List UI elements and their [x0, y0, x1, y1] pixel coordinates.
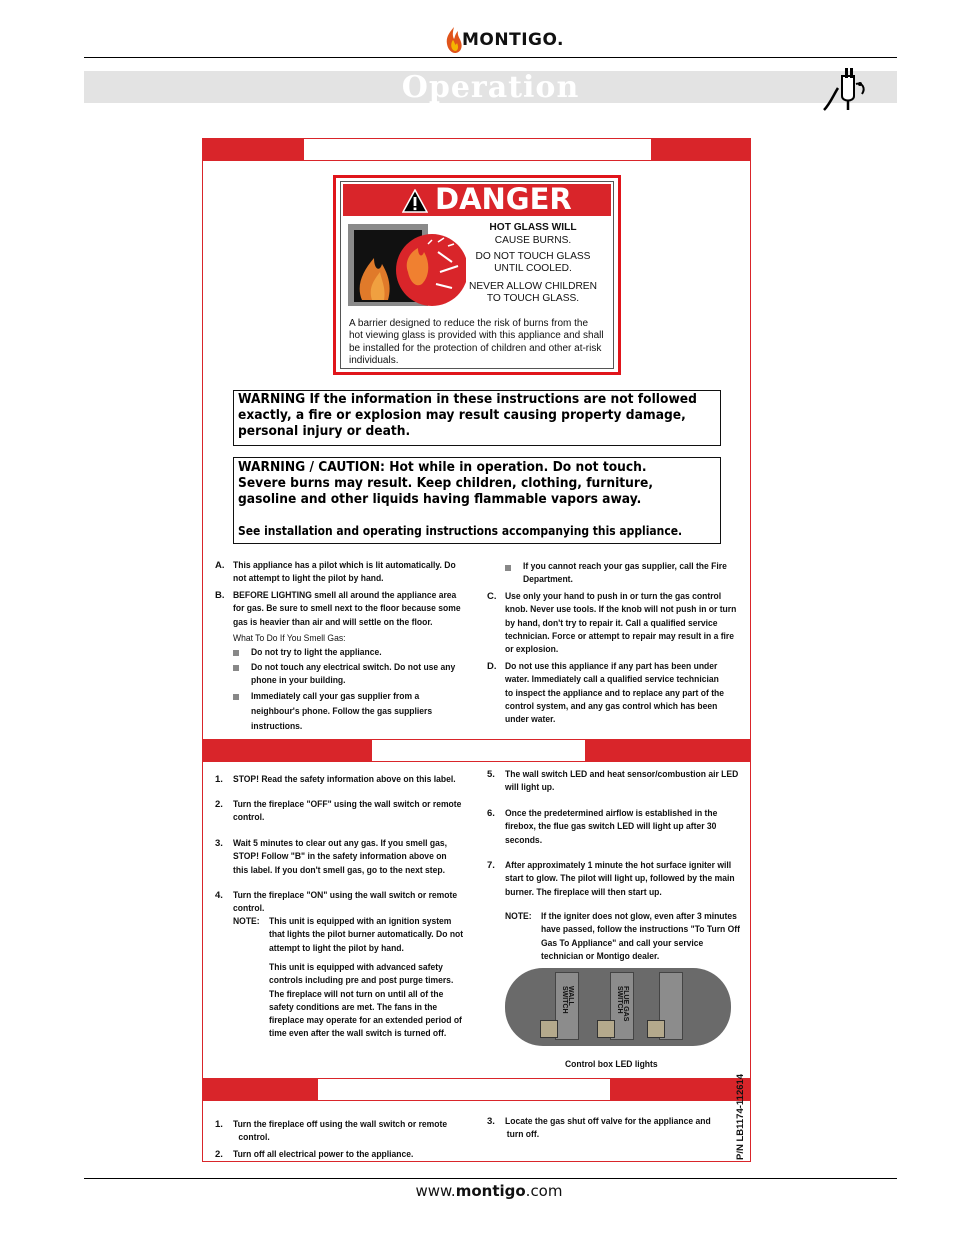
op-step-2-line-1: Turn the fireplace "OFF" using the wall switch or remote	[233, 799, 462, 810]
safety-a-number: A.	[215, 560, 225, 571]
safety-c-line-5: or explosion.	[505, 644, 559, 656]
safety-d-line-3: to inspect the appliance and to replace any part of the	[505, 687, 725, 699]
op-step-3-line-1: Wait 5 minutes to clear out any gas. If you smell gas,	[233, 838, 447, 849]
op-step-4-number: 4.	[215, 890, 223, 901]
off-step-1-text	[233, 1118, 447, 1145]
header-rule	[84, 57, 897, 58]
turn-off-header-slot	[318, 1079, 610, 1100]
op-step-7-number: 7.	[487, 860, 495, 871]
op-step-3-text	[233, 837, 447, 877]
op-step-5-line-2: will light up.	[505, 782, 555, 794]
safety-d-line-1: Do not use this appliance if any part has been under	[505, 661, 718, 672]
op-note-2-line-4: safety conditions are met. The fans in the	[269, 1001, 438, 1013]
op-note-1-line-3: attempt to light the pilot by hand.	[269, 942, 404, 954]
safety-d-line-2: water. Immediately call a qualified service technician	[505, 674, 719, 686]
smell-step-4-line-1: If you cannot reach your gas supplier, call the Fire	[523, 561, 727, 572]
barrier-line-2: hot viewing glass is provided with this appliance and shall	[349, 330, 604, 342]
bullet-icon	[505, 565, 511, 571]
op-step-3-line-3: this label. If you don't smell gas, go to the next step.	[233, 864, 446, 876]
hot-warning-line-4: See installation and operating instructions accompanying this appliance.	[238, 523, 683, 538]
bullet-icon	[233, 650, 239, 656]
smell-step-2-line-1: Do not touch any electrical switch. Do not use any	[251, 662, 456, 673]
section-title: Operation	[401, 70, 580, 105]
danger-line-1	[458, 222, 608, 233]
plug-icon	[820, 66, 872, 114]
control-box-led-photo	[505, 968, 731, 1046]
safety-d-number: D.	[487, 661, 497, 672]
fire-warning-line-2: exactly, a fire or explosion may result causing property damage,	[238, 408, 686, 423]
op-note-2	[269, 961, 462, 1041]
off-step-3-line-2: turn off.	[506, 1129, 540, 1141]
brand-name: MONTIGO.	[462, 30, 565, 50]
hot-operation-warning	[233, 457, 721, 544]
smell-step-3-line-2: neighbour's phone. Follow the gas suppliers	[251, 706, 433, 717]
danger-line-2: CAUSE BURNS.	[494, 235, 572, 246]
off-step-1-number: 1.	[215, 1119, 223, 1130]
op-note-3-line-3: Gas To Appliance" and call your service	[541, 937, 704, 949]
danger-line-3: DO NOT TOUCH GLASS	[475, 251, 591, 262]
op-note-3-line-2: have passed, follow the instructions "To Turn Off	[541, 924, 740, 936]
off-step-3-text	[505, 1115, 711, 1142]
footer-url[interactable]	[389, 1182, 589, 1200]
op-step-7-line-1: After approximately 1 minute the hot surface igniter will	[505, 860, 732, 871]
part-number: P/N LB1174-112614	[735, 1073, 746, 1160]
off-step-3-number: 3.	[487, 1116, 495, 1127]
off-step-1-line-2: control.	[238, 1132, 270, 1144]
op-note-2-line-3: The fireplace will not turn on until all of the	[269, 988, 444, 1000]
off-step-1-line-1: Turn the fireplace off using the wall switch or remote	[233, 1119, 448, 1130]
op-step-3-number: 3.	[215, 838, 223, 849]
fire-warning-line-3: personal injury or death.	[238, 424, 411, 439]
safety-d-text	[505, 660, 724, 726]
op-step-2-number: 2.	[215, 799, 223, 810]
smell-step-2	[251, 661, 455, 688]
op-step-2-text	[233, 798, 461, 825]
op-step-3-line-2: STOP! Follow "B" in the safety information above on	[233, 851, 447, 863]
op-step-4-line-1: Turn the fireplace "ON" using the wall switch or remote	[233, 890, 458, 901]
op-note-2-line-5: fireplace may operate for an extended period of	[269, 1015, 462, 1027]
danger-line-1-text: HOT GLASS WILL	[489, 222, 577, 233]
fire-warning-line-1: WARNING If the information in these instructions are not followed	[238, 392, 697, 407]
smell-step-1: Do not try to light the appliance.	[251, 647, 382, 658]
safety-b-text	[233, 589, 461, 629]
safety-b-line-3: gas is heavier than air and will settle on the floor.	[233, 616, 433, 628]
op-step-6-line-3: seconds.	[505, 834, 543, 846]
op-step-5-number: 5.	[487, 769, 495, 780]
smell-step-2-line-2: phone in your building.	[251, 675, 346, 687]
smell-gas-title: What To Do If You Smell Gas:	[233, 633, 346, 644]
smell-step-4-line-2: Department.	[523, 574, 573, 586]
safety-c-line-2: knob. Never use tools. If the knob will not push in or turn	[505, 604, 737, 616]
op-note-3-label: NOTE:	[505, 911, 532, 922]
safety-b-number: B.	[215, 590, 225, 601]
op-step-7-text	[505, 859, 735, 899]
smell-step-4	[523, 560, 727, 587]
led-connector	[647, 1020, 665, 1038]
danger-line-5: NEVER ALLOW CHILDREN	[469, 281, 597, 292]
hot-warning-line-2: Severe burns may result. Keep children, clothing, furniture,	[238, 476, 653, 491]
bullet-icon	[233, 694, 239, 700]
hot-warning-line-1: WARNING / CAUTION: Hot while in operation. Do not touch.	[238, 460, 647, 475]
op-note-1-line-2: that lights the pilot burner automatically. Do not	[269, 929, 464, 941]
op-step-7-line-2: start to glow. The pilot will light up, followed by the main	[505, 873, 735, 885]
op-step-6-line-2: firebox, the flue gas switch LED will light up after 30	[505, 821, 717, 833]
safety-info-header-slot	[304, 139, 651, 160]
hot-warning-line-3: gasoline and other liquids having flammable vapors away.	[238, 492, 642, 507]
part-number-container	[735, 1073, 753, 1160]
smell-step-3-line-3: instructions.	[251, 721, 303, 732]
danger-line-6: TO TOUCH GLASS.	[486, 293, 580, 304]
off-step-2-number: 2.	[215, 1149, 223, 1160]
smell-step-3-line-1: Immediately call your gas supplier from a	[251, 691, 420, 702]
off-step-3-line-1: Locate the gas shut off valve for the appliance and	[505, 1116, 711, 1127]
safety-c-number: C.	[487, 591, 497, 602]
op-step-2-line-2: control.	[233, 812, 265, 824]
footer-url-suffix: .com	[525, 1182, 563, 1200]
op-step-6-line-1: Once the predetermined airflow is established in the	[505, 808, 718, 819]
barrier-line-4: individuals.	[349, 354, 399, 366]
op-step-6-text	[505, 807, 717, 847]
safety-d-line-5: under water.	[505, 714, 556, 726]
smell-step-3	[251, 689, 432, 734]
safety-b-line-2: for gas. Be sure to smell next to the floor because some	[233, 603, 461, 615]
op-step-5-text	[505, 768, 738, 795]
op-note-3	[541, 910, 740, 963]
op-step-4-line-2: control.	[233, 903, 265, 915]
safety-c-line-1: Use only your hand to push in or turn the gas control	[505, 591, 722, 602]
op-note-2-line-2: controls including pre and post purge timers.	[269, 975, 454, 987]
danger-line-4: UNTIL COOLED.	[494, 263, 572, 274]
op-note-1-line-1: This unit is equipped with an ignition system	[269, 916, 452, 927]
danger-word: DANGER	[435, 182, 572, 216]
safety-c-line-4: technician. Force or attempt to repair may result in a fire	[505, 630, 735, 642]
wall-switch-label: WALL SWITCH	[561, 986, 574, 1014]
safety-c-text	[505, 590, 736, 656]
op-step-4-text	[233, 889, 457, 916]
safety-c-line-3: by hand, don't try to repair it. Call a qualified service	[505, 617, 718, 629]
op-step-6-number: 6.	[487, 808, 495, 819]
led-connector	[597, 1020, 615, 1038]
operating-instructions-header-slot	[372, 740, 585, 761]
hot-glass-burn-icon	[348, 222, 466, 310]
off-step-2-text: Turn off all electrical power to the appliance.	[233, 1149, 414, 1160]
op-step-1-number: 1.	[215, 774, 223, 785]
barrier-line-3: be installed for the protection of children and other at-risk	[349, 342, 602, 354]
flue-gas-switch-label: FLUE GAS SWITCH	[616, 986, 629, 1022]
op-note-1	[269, 915, 463, 955]
op-note-3-line-4: technician or Montigo dealer.	[541, 950, 660, 962]
op-step-7-line-3: burner. The fireplace will then start up.	[505, 886, 662, 898]
footer-url-brand: montigo	[455, 1182, 526, 1200]
fire-explosion-warning	[233, 390, 721, 446]
montigo-logo	[444, 24, 564, 56]
footer-rule	[84, 1178, 897, 1179]
safety-a-line-1: This appliance has a pilot which is lit automatically. Do	[233, 560, 456, 571]
op-note-label: NOTE:	[233, 916, 260, 927]
footer-url-prefix: www.	[415, 1182, 456, 1200]
op-note-2-line-6: time even after the wall switch is turned off.	[269, 1028, 447, 1040]
safety-d-line-4: control system, and any gas control which has been	[505, 700, 718, 712]
op-step-1-text: STOP! Read the safety information above on this label.	[233, 774, 456, 785]
safety-a-text	[233, 559, 456, 586]
warning-triangle-icon	[402, 189, 428, 213]
led-connector	[540, 1020, 558, 1038]
danger-barrier-text	[349, 318, 613, 367]
op-note-3-line-1: If the igniter does not glow, even after 3 minutes	[541, 911, 737, 922]
safety-a-line-2: not attempt to light the pilot by hand.	[233, 573, 384, 585]
barrier-line-1: A barrier designed to reduce the risk of burns from the	[349, 318, 589, 329]
led-caption: Control box LED lights	[565, 1059, 658, 1070]
flame-logo-icon	[444, 26, 464, 54]
safety-b-line-1: BEFORE LIGHTING smell all around the appliance area	[233, 590, 457, 601]
op-step-5-line-1: The wall switch LED and heat sensor/combustion air LED	[505, 769, 739, 780]
bullet-icon	[233, 665, 239, 671]
op-note-2-line-1: This unit is equipped with advanced safety	[269, 962, 443, 973]
